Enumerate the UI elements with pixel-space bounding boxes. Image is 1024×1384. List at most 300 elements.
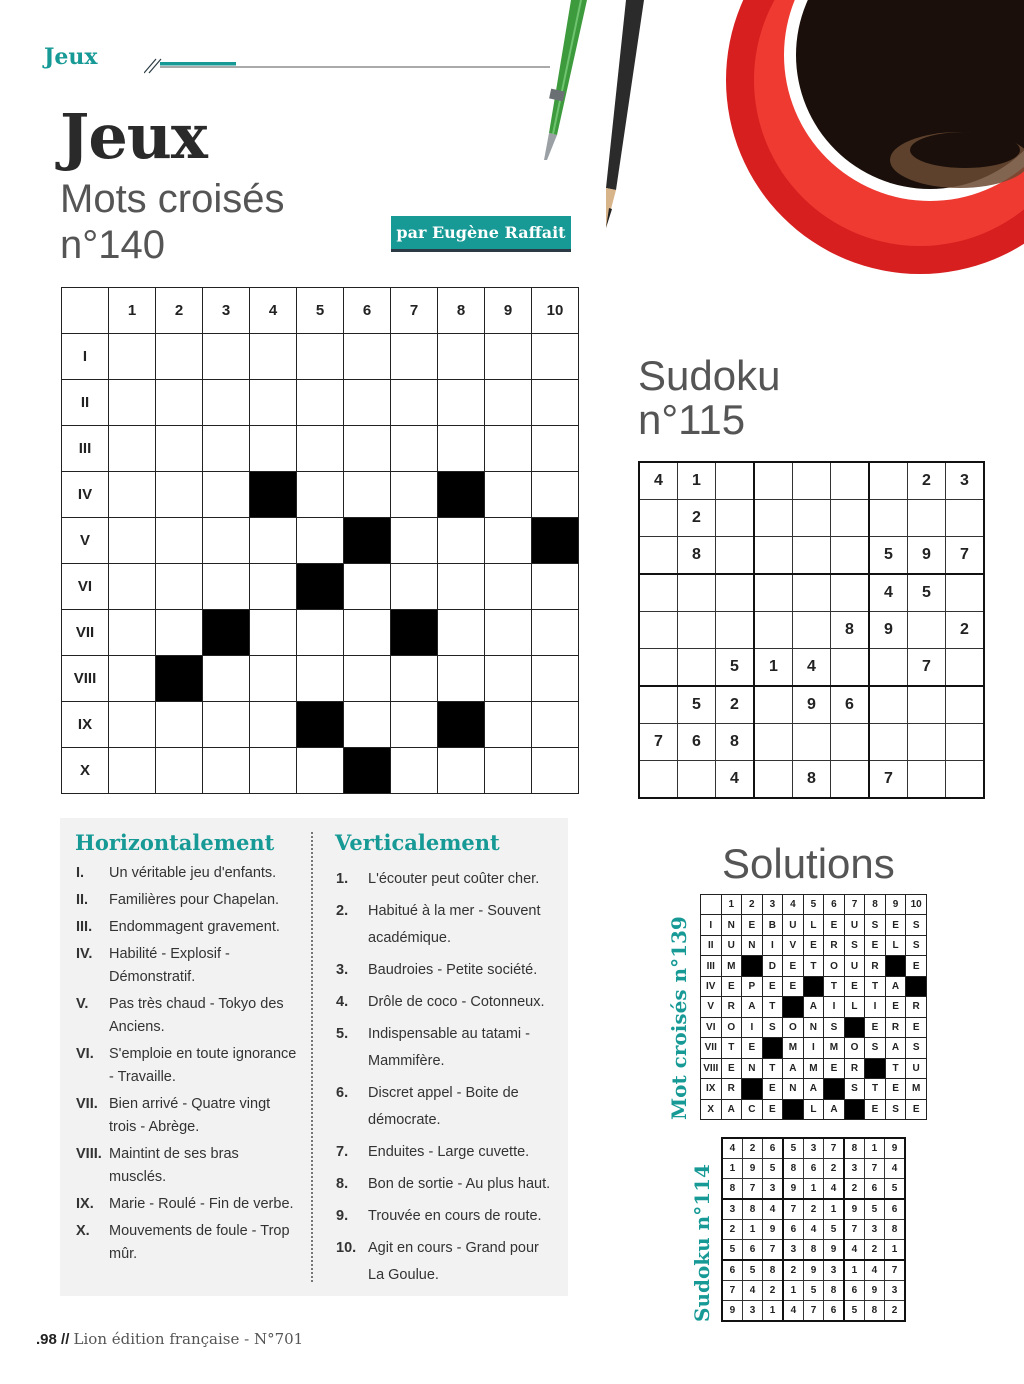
sudoku-empty-cell[interactable] xyxy=(831,724,870,761)
crossword-cell[interactable] xyxy=(438,564,485,610)
page-number: .98 xyxy=(36,1331,57,1348)
crossword-cell[interactable] xyxy=(485,472,532,518)
sudoku-empty-cell[interactable] xyxy=(946,500,985,537)
crossword-cell[interactable] xyxy=(391,334,438,380)
crossword-cell[interactable] xyxy=(250,426,297,472)
solution-sudoku-cell: 9 xyxy=(803,1260,823,1281)
sudoku-empty-cell[interactable] xyxy=(639,649,678,687)
crossword-cell[interactable] xyxy=(203,656,250,702)
sudoku-empty-cell[interactable] xyxy=(716,574,755,612)
solution-sudoku-cell: 6 xyxy=(783,1220,803,1240)
vertical-clue-text: Discret appel - Boite de démocrate. xyxy=(368,1085,519,1128)
solution-sudoku-cell: 7 xyxy=(824,1138,844,1159)
crossword-title xyxy=(60,176,285,268)
solution-crossword-cell: I xyxy=(803,1038,824,1058)
solution-crossword-cell: E xyxy=(783,976,804,996)
crossword-cell[interactable] xyxy=(250,610,297,656)
crossword-cell[interactable] xyxy=(203,380,250,426)
sudoku-given-cell: 2 xyxy=(716,686,755,724)
sudoku-empty-cell[interactable] xyxy=(946,761,985,799)
horizontal-clue-text: S'emploie en toute ignorance - Travaille. xyxy=(109,1046,297,1085)
sudoku-empty-cell[interactable] xyxy=(908,761,946,799)
solution-sudoku-cell: 2 xyxy=(885,1301,905,1322)
solution-sudoku-cell: 1 xyxy=(864,1138,884,1159)
solution-sudoku-cell: 8 xyxy=(864,1301,884,1322)
crossword-grid[interactable] xyxy=(61,287,579,794)
solution-crossword-black-cell xyxy=(865,1058,886,1078)
crossword-row xyxy=(62,472,579,518)
horizontal-clue-number: II. xyxy=(76,892,89,908)
vertical-clue-text: Enduites - Large cuvette. xyxy=(368,1144,530,1160)
sudoku-empty-cell[interactable] xyxy=(754,462,793,500)
sudoku-grid[interactable] xyxy=(638,461,985,799)
sudoku-empty-cell[interactable] xyxy=(793,612,831,649)
crossword-cell[interactable] xyxy=(297,334,344,380)
solution-sudoku-row xyxy=(722,1199,905,1220)
crossword-cell[interactable] xyxy=(250,380,297,426)
crossword-row-header: VI xyxy=(62,564,109,610)
solution-crossword-cell: E xyxy=(762,1099,783,1119)
solution-crossword-row-header: I xyxy=(701,915,722,935)
crossword-cell[interactable] xyxy=(109,380,156,426)
solution-crossword-cell: N xyxy=(803,1017,824,1037)
crossword-col-header: 9 xyxy=(485,288,532,334)
crossword-cell[interactable] xyxy=(250,518,297,564)
solution-sudoku-row xyxy=(722,1301,905,1322)
sudoku-empty-cell[interactable] xyxy=(639,612,678,649)
crossword-cell[interactable] xyxy=(391,380,438,426)
solution-crossword-cell: I xyxy=(742,1017,763,1037)
sudoku-empty-cell[interactable] xyxy=(831,574,870,612)
sudoku-empty-cell[interactable] xyxy=(831,537,870,575)
solution-sudoku-cell: 6 xyxy=(803,1159,823,1179)
sudoku-empty-cell[interactable] xyxy=(639,500,678,537)
solution-sudoku-cell: 8 xyxy=(783,1159,803,1179)
crossword-cell[interactable] xyxy=(250,334,297,380)
solution-crossword-cell: S xyxy=(906,935,927,955)
solution-crossword-row xyxy=(701,956,927,976)
vertical-clue xyxy=(336,1139,558,1166)
sudoku-given-cell: 6 xyxy=(831,686,870,724)
solution-crossword-cell: M xyxy=(783,1038,804,1058)
crossword-cell[interactable] xyxy=(391,426,438,472)
crossword-cell[interactable] xyxy=(109,702,156,748)
crossword-row-header: IX xyxy=(62,702,109,748)
solution-crossword-col-header: 5 xyxy=(803,895,824,915)
solution-crossword-cell: S xyxy=(824,1017,845,1037)
crossword-col-header: 8 xyxy=(438,288,485,334)
horizontal-clue-text: Marie - Roulé - Fin de verbe. xyxy=(109,1196,294,1212)
solution-sudoku-cell: 3 xyxy=(844,1159,864,1179)
sudoku-empty-cell[interactable] xyxy=(869,686,908,724)
sudoku-given-cell: 4 xyxy=(639,462,678,500)
crossword-cell[interactable] xyxy=(109,426,156,472)
sudoku-empty-cell[interactable] xyxy=(754,537,793,575)
clues-divider xyxy=(311,832,313,1282)
sudoku-given-cell: 8 xyxy=(716,724,755,761)
sudoku-empty-cell[interactable] xyxy=(716,462,755,500)
horizontal-clue-text: Mouvements de foule - Trop mûr. xyxy=(109,1223,290,1262)
crossword-cell[interactable] xyxy=(391,702,438,748)
crossword-row xyxy=(62,610,579,656)
crossword-cell[interactable] xyxy=(485,334,532,380)
solution-crossword-row-header: IX xyxy=(701,1079,722,1099)
crossword-cell[interactable] xyxy=(156,518,203,564)
crossword-cell[interactable] xyxy=(485,426,532,472)
crossword-cell[interactable] xyxy=(156,334,203,380)
crossword-cell[interactable] xyxy=(203,334,250,380)
vertical-clue-number: 1. xyxy=(336,871,349,887)
crossword-cell[interactable] xyxy=(109,472,156,518)
solution-crossword-cell: T xyxy=(885,1058,906,1078)
solution-sudoku-row xyxy=(722,1159,905,1179)
horizontal-clue-text: Pas très chaud - Tokyo des Anciens. xyxy=(109,996,284,1035)
sudoku-empty-cell[interactable] xyxy=(754,574,793,612)
crossword-cell[interactable] xyxy=(156,564,203,610)
sudoku-empty-cell[interactable] xyxy=(946,724,985,761)
sudoku-empty-cell[interactable] xyxy=(639,686,678,724)
solution-crossword-row-header: VII xyxy=(701,1038,722,1058)
solution-crossword-cell: U xyxy=(844,915,865,935)
solution-sudoku-row xyxy=(722,1138,905,1159)
crossword-cell[interactable] xyxy=(109,564,156,610)
solution-crossword-cell: S xyxy=(844,1079,865,1099)
solution-crossword-cell: A xyxy=(803,1079,824,1099)
solution-crossword-row xyxy=(701,997,927,1017)
sudoku-empty-cell[interactable] xyxy=(754,761,793,799)
sudoku-empty-cell[interactable] xyxy=(793,724,831,761)
solution-crossword-cell: A xyxy=(824,1099,845,1119)
solution-crossword-cell: E xyxy=(824,1058,845,1078)
crossword-cell[interactable] xyxy=(391,564,438,610)
solution-crossword-cell: T xyxy=(865,1079,886,1099)
sudoku-empty-cell[interactable] xyxy=(793,537,831,575)
sudoku-empty-cell[interactable] xyxy=(869,462,908,500)
crossword-cell[interactable] xyxy=(250,748,297,794)
crossword-cell[interactable] xyxy=(203,748,250,794)
crossword-cell[interactable] xyxy=(532,748,579,794)
solution-crossword-cell: E xyxy=(844,976,865,996)
crossword-cell[interactable] xyxy=(485,656,532,702)
crossword-cell[interactable] xyxy=(203,702,250,748)
solution-sudoku-cell: 8 xyxy=(803,1240,823,1261)
crossword-cell[interactable] xyxy=(391,748,438,794)
crossword-cell[interactable] xyxy=(297,656,344,702)
solution-crossword-cell: E xyxy=(721,976,742,996)
solution-sudoku-cell: 9 xyxy=(763,1220,783,1240)
horizontal-clue-number: V. xyxy=(76,996,89,1012)
crossword-cell[interactable] xyxy=(156,472,203,518)
crossword-cell[interactable] xyxy=(250,564,297,610)
solution-sudoku-cell: 5 xyxy=(722,1240,742,1261)
sudoku-empty-cell[interactable] xyxy=(946,574,985,612)
solution-crossword-cell: T xyxy=(762,997,783,1017)
solution-crossword-black-cell xyxy=(762,1038,783,1058)
crossword-black-cell xyxy=(344,518,391,564)
crossword-cell[interactable] xyxy=(438,610,485,656)
sudoku-empty-cell[interactable] xyxy=(869,724,908,761)
solution-crossword-cell: E xyxy=(721,1058,742,1078)
solution-crossword-cell: M xyxy=(721,956,742,976)
sudoku-empty-cell[interactable] xyxy=(754,500,793,537)
solution-sudoku-cell: 8 xyxy=(824,1281,844,1301)
solution-crossword-col-header: 8 xyxy=(865,895,886,915)
sudoku-empty-cell[interactable] xyxy=(639,574,678,612)
crossword-cell[interactable] xyxy=(532,610,579,656)
sudoku-given-cell: 9 xyxy=(908,537,946,575)
solution-crossword-cell: T xyxy=(762,1058,783,1078)
crossword-cell[interactable] xyxy=(109,656,156,702)
solution-sudoku-cell: 3 xyxy=(742,1301,762,1322)
solution-crossword-col-header: 7 xyxy=(844,895,865,915)
sudoku-empty-cell[interactable] xyxy=(831,649,870,687)
sudoku-empty-cell[interactable] xyxy=(716,537,755,575)
horizontal-clue xyxy=(76,1093,298,1139)
solution-sudoku-cell: 4 xyxy=(864,1260,884,1281)
crossword-cell[interactable] xyxy=(485,518,532,564)
crossword-cell[interactable] xyxy=(438,518,485,564)
solution-sudoku-row xyxy=(722,1281,905,1301)
crossword-cell[interactable] xyxy=(532,564,579,610)
sudoku-given-cell: 7 xyxy=(946,537,985,575)
sudoku-empty-cell[interactable] xyxy=(908,500,946,537)
horizontal-clue xyxy=(76,1220,298,1266)
solution-crossword-cell: R xyxy=(824,935,845,955)
sudoku-row xyxy=(639,649,984,687)
horizontal-clue xyxy=(76,1193,298,1216)
crossword-cell[interactable] xyxy=(344,334,391,380)
solution-crossword-row xyxy=(701,935,927,955)
solution-crossword-row-header: X xyxy=(701,1099,722,1119)
sudoku-given-cell: 2 xyxy=(908,462,946,500)
crossword-cell[interactable] xyxy=(109,610,156,656)
solution-crossword-cell: L xyxy=(844,997,865,1017)
solution-sudoku-cell: 9 xyxy=(722,1301,742,1322)
solution-crossword-cell: A xyxy=(742,997,763,1017)
crossword-col-header: 10 xyxy=(532,288,579,334)
crossword-cell[interactable] xyxy=(250,656,297,702)
crossword-cell[interactable] xyxy=(438,748,485,794)
solution-crossword-cell: T xyxy=(803,956,824,976)
sudoku-empty-cell[interactable] xyxy=(678,761,716,799)
vertical-clue-number: 3. xyxy=(336,962,349,978)
solution-crossword-cell: N xyxy=(742,1058,763,1078)
solution-sudoku-cell: 4 xyxy=(722,1138,742,1159)
sudoku-empty-cell[interactable] xyxy=(869,649,908,687)
sudoku-empty-cell[interactable] xyxy=(793,462,831,500)
solution-sudoku-cell: 3 xyxy=(783,1240,803,1261)
vertical-clue-text: Habitué à la mer - Souvent académique. xyxy=(368,903,541,946)
horizontal-clue-text: Bien arrivé - Quatre vingt trois - Abrège. xyxy=(109,1096,271,1135)
horizontal-clue xyxy=(76,916,298,939)
solution-crossword-cell: E xyxy=(865,1099,886,1119)
crossword-cell[interactable] xyxy=(203,564,250,610)
horizontal-clue-number: X. xyxy=(76,1223,90,1239)
sudoku-title-line1: Sudoku xyxy=(638,352,781,399)
sudoku-empty-cell[interactable] xyxy=(831,462,870,500)
crossword-col-header: 7 xyxy=(391,288,438,334)
sudoku-empty-cell[interactable] xyxy=(716,500,755,537)
sudoku-empty-cell[interactable] xyxy=(678,574,716,612)
horizontal-clue xyxy=(76,993,298,1039)
crossword-cell[interactable] xyxy=(203,518,250,564)
crossword-corner-cell xyxy=(62,288,109,334)
sudoku-empty-cell[interactable] xyxy=(754,612,793,649)
sudoku-empty-cell[interactable] xyxy=(716,612,755,649)
crossword-cell[interactable] xyxy=(109,748,156,794)
crossword-cell[interactable] xyxy=(344,472,391,518)
solution-crossword-cell: A xyxy=(721,1099,742,1119)
solution-crossword-black-cell xyxy=(844,1099,865,1119)
crossword-cell[interactable] xyxy=(438,334,485,380)
sudoku-title xyxy=(638,354,780,442)
sudoku-empty-cell[interactable] xyxy=(793,500,831,537)
solutions-title: Solutions xyxy=(722,840,895,887)
crossword-cell[interactable] xyxy=(344,380,391,426)
solution-sudoku-row xyxy=(722,1240,905,1261)
crossword-cell[interactable] xyxy=(297,518,344,564)
crossword-cell[interactable] xyxy=(156,748,203,794)
sudoku-empty-cell[interactable] xyxy=(754,724,793,761)
crossword-cell[interactable] xyxy=(485,380,532,426)
crossword-cell[interactable] xyxy=(344,702,391,748)
crossword-row-header: V xyxy=(62,518,109,564)
solution-crossword-cell: A xyxy=(783,1058,804,1078)
crossword-cell[interactable] xyxy=(156,426,203,472)
solution-crossword-cell: O xyxy=(721,1017,742,1037)
crossword-cell[interactable] xyxy=(297,380,344,426)
crossword-cell[interactable] xyxy=(156,610,203,656)
sudoku-empty-cell[interactable] xyxy=(869,500,908,537)
solution-sudoku-cell: 4 xyxy=(763,1199,783,1220)
solution-crossword-cell: O xyxy=(824,956,845,976)
sudoku-empty-cell[interactable] xyxy=(908,724,946,761)
sudoku-given-cell: 8 xyxy=(831,612,870,649)
solution-sudoku-cell: 3 xyxy=(803,1138,823,1159)
solution-crossword-cell: O xyxy=(844,1038,865,1058)
solution-sudoku-cell: 1 xyxy=(783,1281,803,1301)
solution-sudoku-cell: 5 xyxy=(844,1301,864,1322)
solution-crossword-col-header: 3 xyxy=(762,895,783,915)
crossword-cell[interactable] xyxy=(344,656,391,702)
sudoku-given-cell: 4 xyxy=(716,761,755,799)
vertical-clue-number: 8. xyxy=(336,1176,349,1192)
solution-crossword-cell: E xyxy=(906,956,927,976)
sudoku-empty-cell[interactable] xyxy=(754,686,793,724)
solution-sudoku-row xyxy=(722,1179,905,1200)
sudoku-empty-cell[interactable] xyxy=(908,612,946,649)
sudoku-given-cell: 3 xyxy=(946,462,985,500)
crossword-cell[interactable] xyxy=(532,380,579,426)
sudoku-empty-cell[interactable] xyxy=(678,612,716,649)
horizontal-clue-text: Familières pour Chapelan. xyxy=(109,892,280,908)
pen-icon xyxy=(544,0,587,160)
crossword-cell[interactable] xyxy=(438,380,485,426)
crossword-cell[interactable] xyxy=(391,656,438,702)
crossword-cell[interactable] xyxy=(156,702,203,748)
pencil-icon xyxy=(606,0,644,228)
section-label: Jeux xyxy=(44,44,98,70)
crossword-black-cell xyxy=(203,610,250,656)
sudoku-empty-cell[interactable] xyxy=(678,649,716,687)
crossword-cell[interactable] xyxy=(532,702,579,748)
crossword-cell[interactable] xyxy=(297,610,344,656)
sudoku-empty-cell[interactable] xyxy=(831,500,870,537)
solution-sudoku-cell: 4 xyxy=(783,1301,803,1322)
crossword-cell[interactable] xyxy=(485,748,532,794)
sudoku-empty-cell[interactable] xyxy=(639,537,678,575)
sudoku-empty-cell[interactable] xyxy=(946,649,985,687)
sudoku-row xyxy=(639,574,984,612)
solution-crossword-cell: A xyxy=(885,976,906,996)
solution-sudoku-cell: 5 xyxy=(824,1220,844,1240)
crossword-cell[interactable] xyxy=(203,426,250,472)
crossword-cell[interactable] xyxy=(532,426,579,472)
crossword-cell[interactable] xyxy=(297,426,344,472)
sudoku-empty-cell[interactable] xyxy=(639,761,678,799)
sudoku-row xyxy=(639,500,984,537)
crossword-black-cell xyxy=(156,656,203,702)
crossword-cell[interactable] xyxy=(532,656,579,702)
crossword-cell[interactable] xyxy=(485,702,532,748)
crossword-cell[interactable] xyxy=(391,472,438,518)
crossword-cell[interactable] xyxy=(485,564,532,610)
header-rule xyxy=(144,58,550,74)
crossword-cell[interactable] xyxy=(156,380,203,426)
crossword-cell[interactable] xyxy=(391,518,438,564)
solution-crossword-cell: R xyxy=(844,1058,865,1078)
solution-crossword-cell: R xyxy=(906,997,927,1017)
crossword-cell[interactable] xyxy=(297,472,344,518)
solution-crossword-row xyxy=(701,1058,927,1078)
solution-sudoku-row xyxy=(722,1220,905,1240)
crossword-cell[interactable] xyxy=(344,610,391,656)
solution-crossword-cell: E xyxy=(803,935,824,955)
crossword-cell[interactable] xyxy=(438,656,485,702)
solution-sudoku-cell: 3 xyxy=(885,1281,905,1301)
solution-sudoku-row xyxy=(722,1260,905,1281)
sudoku-empty-cell[interactable] xyxy=(793,574,831,612)
crossword-row-header: VII xyxy=(62,610,109,656)
vertical-clue-text: Agit en cours - Grand pour La Goulue. xyxy=(368,1240,539,1283)
crossword-cell[interactable] xyxy=(250,702,297,748)
sudoku-given-cell: 4 xyxy=(793,649,831,687)
sudoku-given-cell: 5 xyxy=(716,649,755,687)
solution-sudoku-cell: 9 xyxy=(844,1199,864,1220)
crossword-cell[interactable] xyxy=(344,564,391,610)
sudoku-row xyxy=(639,462,984,500)
solution-crossword-black-cell xyxy=(803,976,824,996)
crossword-cell[interactable] xyxy=(203,472,250,518)
crossword-cell[interactable] xyxy=(297,748,344,794)
vertical-clue xyxy=(336,989,558,1016)
sudoku-empty-cell[interactable] xyxy=(831,761,870,799)
sudoku-empty-cell[interactable] xyxy=(946,686,985,724)
vertical-clue-text: Trouvée en cours de route. xyxy=(368,1208,542,1224)
horizontal-clue-number: VI. xyxy=(76,1046,94,1062)
solution-crossword-col-header: 9 xyxy=(885,895,906,915)
solution-crossword-cell: S xyxy=(762,1017,783,1037)
sudoku-given-cell: 5 xyxy=(678,686,716,724)
crossword-cell[interactable] xyxy=(438,426,485,472)
crossword-cell[interactable] xyxy=(109,518,156,564)
crossword-cell[interactable] xyxy=(344,426,391,472)
crossword-cell[interactable] xyxy=(109,334,156,380)
crossword-cell[interactable] xyxy=(532,472,579,518)
sudoku-empty-cell[interactable] xyxy=(908,686,946,724)
crossword-cell[interactable] xyxy=(485,610,532,656)
crossword-cell[interactable] xyxy=(532,334,579,380)
